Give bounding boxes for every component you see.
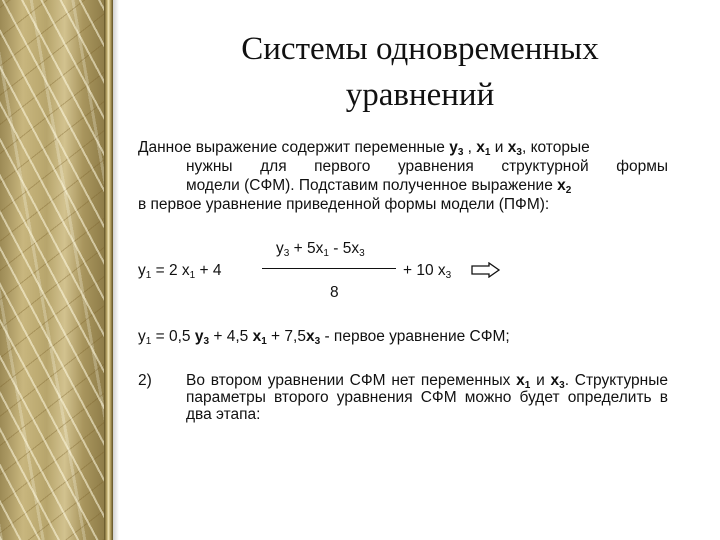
equation-2 [138, 328, 510, 346]
equation-1-tail [403, 262, 451, 280]
var-x: x [507, 139, 517, 156]
fraction-numerator [276, 240, 365, 258]
rod-shadow [113, 0, 119, 540]
subscript: 3 [457, 147, 464, 158]
var-y: y [138, 328, 146, 345]
subscript: 1 [261, 336, 267, 347]
fraction-denominator: 8 [330, 284, 339, 301]
subscript: 3 [445, 270, 452, 281]
var-x: x [476, 139, 485, 156]
list-item-number: 2) [138, 372, 152, 389]
intro-paragraph [138, 138, 668, 214]
para-text: , [463, 139, 477, 156]
eq-text: = 0,5 [151, 328, 195, 345]
para-text: и [490, 139, 508, 156]
fraction-bar [262, 268, 396, 269]
var-x: x [550, 372, 560, 389]
subscript: 3 [203, 336, 210, 347]
eq-text: + 4,5 [209, 328, 253, 345]
subscript: 3 [359, 248, 365, 259]
equation-1-lhs [138, 262, 222, 280]
subscript: 1 [189, 270, 196, 281]
subscript: 1 [524, 380, 531, 391]
subscript: 3 [314, 336, 321, 347]
para-line-1 [138, 138, 668, 157]
var-x: x [305, 328, 315, 345]
eq-text: - первое уравнение СФМ; [320, 328, 510, 345]
subscript: 2 [565, 185, 572, 196]
para-text: , которые [521, 139, 590, 156]
var-y: y [194, 328, 204, 345]
golden-rod-decoration [104, 0, 113, 540]
subscript: 3 [283, 248, 290, 259]
slide-title [150, 26, 690, 118]
right-arrow-icon [471, 262, 501, 278]
var-y: y [276, 240, 284, 257]
para-line-2: нужны для первого уравнения структурной формы [186, 158, 668, 175]
subscript: 1 [323, 248, 329, 259]
para-text: Данное выражение содержит переменные [138, 139, 450, 156]
var-x: x [516, 372, 525, 389]
subscript: 1 [145, 270, 152, 281]
var-x: x [252, 328, 262, 345]
var-x: x [557, 177, 566, 194]
var-y: y [138, 262, 146, 279]
subscript: 3 [559, 380, 565, 391]
eq-text: = 2 x [151, 262, 190, 279]
eq-text: + 4 [195, 262, 222, 279]
subscript: 1 [484, 147, 491, 158]
para-line-4: в первое уравнение приведенной формы модели (ПФМ): [138, 196, 550, 213]
eq-text: + 7,5 [266, 328, 306, 345]
para-line-3 [138, 176, 668, 195]
eq-text: + 10 x [403, 262, 446, 279]
item-text: и [530, 372, 551, 389]
para-text: модели (СФМ). Подставим полученное выражение [186, 177, 558, 194]
item-text: Во втором уравнении СФМ нет переменных [186, 372, 517, 389]
title-line-1: Системы одновременных [241, 31, 599, 67]
subscript: 1 [145, 336, 152, 347]
subscript: 3 [516, 147, 522, 158]
item-text: . Структурные параметры второго уравнения СФМ можно будет определить в два этапа: [186, 372, 668, 423]
marble-border-decoration [0, 0, 104, 540]
eq-text: - 5x [328, 240, 360, 257]
var-y: y [449, 139, 458, 156]
title-line-2: уравнений [345, 77, 495, 113]
eq-text: + 5x [289, 240, 324, 257]
list-item-text [186, 372, 668, 423]
